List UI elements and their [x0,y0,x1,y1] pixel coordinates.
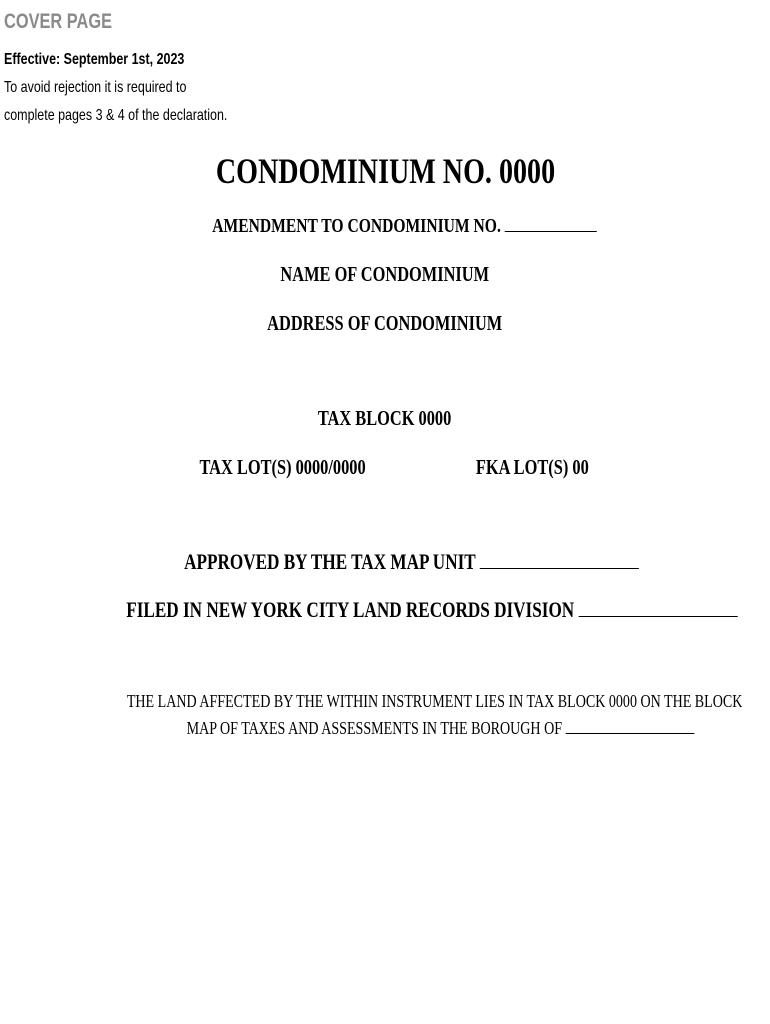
land-statement-line-2-text [187,718,695,739]
amendment-line [158,215,598,238]
land-statement-line-1 [40,691,743,712]
land-statement-line-2 [115,718,655,739]
effective-date: Effective: September 1st, 2023 [4,51,185,68]
amendment-line-text [212,215,597,238]
approved-label: APPROVED BY THE TAX MAP UNIT [184,549,476,574]
condominium-name-text: NAME OF CONDOMINIUM [280,262,490,286]
amendment-number-blank[interactable] [505,231,597,232]
instruction-note-line-2: complete pages 3 & 4 of the declaration. [4,107,228,124]
tax-block-text: TAX BLOCK 0000 [318,406,452,430]
approved-line [120,549,650,575]
land-statement-borough-label: MAP OF TAXES AND ASSESSMENTS IN THE BOROUGH OF [186,718,563,738]
land-statement-line-1-text: THE LAND AFFECTED BY THE WITHIN INSTRUMENT LIES IN TAX BLOCK 0000 ON THE BLOCK [126,691,743,711]
approved-line-text [184,549,639,575]
filed-blank[interactable] [579,616,738,617]
condominium-title-text: CONDOMINIUM NO. 0000 [215,151,555,191]
fka-lots [460,455,600,480]
tax-block [155,406,615,431]
filed-line-text [126,597,737,623]
approved-blank[interactable] [480,568,639,569]
condominium-address [155,311,615,336]
filed-line [40,597,730,623]
filed-label: FILED IN NEW YORK CITY LAND RECORDS DIVISION [126,597,575,622]
condominium-address-text: ADDRESS OF CONDOMINIUM [267,311,503,335]
instruction-note-line-1: To avoid rejection it is required to [4,79,187,96]
tax-lots [176,455,366,480]
fka-lots-text: FKA LOT(S) 00 [475,455,589,479]
borough-blank[interactable] [566,733,695,734]
amendment-label: AMENDMENT TO CONDOMINIUM NO. [212,215,501,237]
condominium-title [0,150,770,192]
condominium-name [155,262,615,287]
cover-page-label: COVER PAGE [4,10,113,33]
tax-lots-text: TAX LOT(S) 0000/0000 [199,455,366,479]
